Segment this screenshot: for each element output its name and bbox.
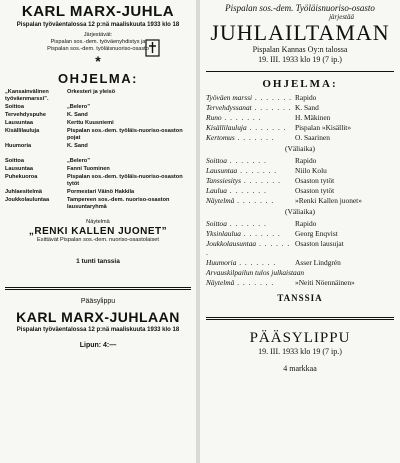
program-row bbox=[206, 239, 394, 257]
program-item-title: Soittoa bbox=[5, 104, 24, 110]
program-item-title: Lausuntaa bbox=[5, 120, 33, 126]
program-row bbox=[206, 156, 394, 165]
program-item-performer: K. Sand bbox=[295, 103, 319, 112]
program-item-performer: Pormestari Väinö Hakkila bbox=[67, 189, 135, 195]
program-row bbox=[206, 93, 394, 102]
program-row bbox=[5, 197, 191, 211]
ticket-divider-right bbox=[206, 317, 394, 320]
event-date: 19. III. 1933 klo 19 (7 ip.) bbox=[258, 55, 342, 64]
program-item-performer: Georg Enqvist bbox=[295, 229, 338, 238]
program-item-performer: „Belero” bbox=[67, 158, 91, 164]
ticket-label: Pääsylippu bbox=[80, 298, 116, 305]
intermission-2: (Väliaika) bbox=[285, 207, 315, 216]
program-item-performer: »Neiti Nöennäinen» bbox=[295, 278, 355, 287]
program-item-performer: Rapido bbox=[295, 156, 317, 165]
program-item-title: Lausuntaa . . . bbox=[206, 166, 292, 175]
program-item-performer: Kerttu Kuusniemi bbox=[67, 120, 114, 126]
play-label: Näytelmä bbox=[86, 219, 110, 225]
ticket-title: KARL MARX-JUHLAAN bbox=[16, 309, 180, 325]
program-item-title: Näytelmä . . . bbox=[206, 278, 292, 287]
program-row bbox=[5, 89, 191, 103]
top-divider bbox=[206, 71, 394, 72]
organizer-2: Pispalan sos.-dem. työläisnuoriso-osasto bbox=[47, 46, 149, 52]
program-item-performer: „Belero” bbox=[67, 104, 91, 110]
program-row bbox=[206, 123, 394, 132]
program-item-title: Soittoa . . . bbox=[206, 219, 292, 228]
program-item-title: Yksinlaulua . . . bbox=[206, 229, 292, 238]
program-item-performer: Pispalan »Kisällit» bbox=[295, 123, 352, 132]
program-item-title: Tervehdyssanat . . . bbox=[206, 103, 292, 112]
program-row bbox=[5, 166, 191, 173]
program-row bbox=[206, 133, 394, 142]
ticket-price: Lipun: 4:— bbox=[79, 342, 117, 349]
organizers-label: Järjestävät: bbox=[83, 32, 113, 38]
program-item-title: Työväen marssi . . . bbox=[206, 93, 292, 102]
program-heading: OHJELMA: bbox=[58, 71, 138, 86]
program-item-performer: Rapido bbox=[295, 93, 317, 102]
program-row bbox=[206, 196, 394, 205]
program-item-performer: Niilo Kolu bbox=[295, 166, 327, 175]
venue: Pispalan Kannas Oy:n talossa bbox=[252, 45, 348, 54]
program-row bbox=[5, 104, 191, 111]
program-item-performer: Pispalan sos.-dem. työläis-nuoriso-osaston tytöt bbox=[67, 174, 183, 187]
program-item-performer: Tampereen sos.-dem. nuoriso-osaston lausuntaryhmä bbox=[67, 197, 170, 210]
program-item-title: Lausuntaa bbox=[5, 166, 33, 172]
program-item-title: Juhlaesitelmä bbox=[5, 189, 42, 195]
event-title: KARL MARX-JUHLA bbox=[21, 3, 175, 20]
play-title: „RENKI KALLEN JUONET” bbox=[28, 226, 168, 237]
program-item-title: Huumoria . . . bbox=[206, 258, 292, 267]
program-item-title: „Kansainvälinen työväenmarssi”. bbox=[5, 89, 49, 102]
program-item-title: Tervehdyspuhe bbox=[5, 112, 46, 118]
play-note: Esittävät Pispalan sos.-dem. nuoriso-osastolaiset bbox=[37, 237, 159, 243]
program-item-title: Puhekuoroa bbox=[5, 174, 38, 180]
program-item-title: Soittoa . . . bbox=[206, 156, 292, 165]
program-item-performer: Orkesteri ja yleisö bbox=[67, 89, 116, 95]
program-row bbox=[5, 174, 191, 188]
program-item-performer: O. Saarinen bbox=[295, 133, 330, 142]
program-list-part2 bbox=[5, 158, 191, 211]
program-item-performer: »Renki Kallen juonet» bbox=[295, 196, 362, 205]
right-program-part3 bbox=[206, 219, 394, 287]
program-item-performer: Osaston tytöt bbox=[295, 186, 335, 195]
intermission-1: (Väliaika) bbox=[285, 144, 315, 153]
program-item-performer: K. Sand bbox=[67, 112, 88, 118]
program-item-title: Joukkolauluntaa bbox=[5, 197, 50, 203]
program-item-performer: Osaston tytöt bbox=[295, 176, 335, 185]
program-item-title: Huumoria bbox=[5, 143, 32, 149]
program-item-performer: Osaston lausujat bbox=[295, 239, 344, 248]
arranges-text: järjestää bbox=[329, 13, 354, 21]
program-item-title: Joukkolausuntaa . . . bbox=[206, 239, 292, 257]
party-emblem-icon bbox=[144, 38, 161, 58]
left-program-page bbox=[0, 0, 196, 463]
program-row bbox=[206, 103, 394, 112]
program-row bbox=[206, 186, 394, 195]
program-item-title: Tanssiesitys . . . bbox=[206, 176, 292, 185]
program-heading-right: OHJELMA: bbox=[262, 78, 338, 90]
program-item-title: Kisällilauluja . . . bbox=[206, 123, 292, 132]
program-row bbox=[206, 258, 394, 267]
right-program-part2 bbox=[206, 156, 394, 205]
event-subtitle: Pispalan työväentalossa 12 p:nä maaliskuuta 1933 klo 18 bbox=[16, 22, 180, 28]
star-ornament: * bbox=[95, 53, 101, 69]
program-item-title: Soittoa bbox=[5, 158, 24, 164]
program-row bbox=[5, 158, 191, 165]
program-item-performer: K. Sand bbox=[67, 143, 88, 149]
program-row bbox=[5, 189, 191, 196]
program-row bbox=[206, 166, 394, 175]
organizer-1: Pispalan sos.-dem. työväenyhdistys ja bbox=[50, 39, 146, 45]
program-row bbox=[206, 229, 394, 238]
program-row bbox=[206, 268, 394, 277]
ticket-date: 19. III. 1933 klo 19 (7 ip.) bbox=[258, 347, 342, 356]
ticket-label-right: PÄÄSYLIPPU bbox=[249, 330, 351, 346]
program-row bbox=[5, 128, 191, 142]
right-program-part1 bbox=[206, 93, 394, 142]
ticket-subtitle: Pispalan työväentalossa 12 p:nä maaliskuuta 1933 klo 18 bbox=[16, 327, 180, 333]
program-item-performer: Rapido bbox=[295, 219, 317, 228]
ticket-price-right: 4 markkaa bbox=[283, 364, 317, 373]
program-item-performer: H. Mäkinen bbox=[295, 113, 331, 122]
program-item-performer: Pispalan sos.-dem. työläis-nuoriso-osaston pojat bbox=[67, 128, 183, 141]
program-item-title: Runo . . . bbox=[206, 113, 292, 122]
program-row bbox=[206, 278, 394, 287]
program-item-performer: Fanni Tuominen bbox=[67, 166, 110, 172]
program-item-title: Kisällilauluja bbox=[5, 128, 40, 134]
dance-note-right: TANSSIA bbox=[277, 293, 323, 303]
program-row bbox=[206, 176, 394, 185]
program-row bbox=[206, 113, 394, 122]
event-title-right: JUHLAILTAMAN bbox=[210, 20, 390, 45]
right-program-page bbox=[200, 0, 400, 463]
program-item-title: Arvauskilpailun tulos julkaistaan bbox=[206, 268, 305, 277]
program-item-title: Kertomus . . . bbox=[206, 133, 292, 142]
program-row bbox=[206, 219, 394, 228]
dance-note: 1 tunti tanssia bbox=[76, 258, 120, 265]
organizer-line: Pispalan sos.-dem. Työläisnuoriso-osasto bbox=[225, 3, 375, 13]
program-item-title: Laulua . . . bbox=[206, 186, 292, 195]
program-item-performer: Asser Lindgrén bbox=[295, 258, 341, 267]
program-row bbox=[5, 143, 191, 150]
program-row bbox=[5, 120, 191, 127]
program-row bbox=[5, 112, 191, 119]
program-item-title: Näytelmä . . . bbox=[206, 196, 292, 205]
ticket-divider bbox=[5, 287, 191, 290]
program-list-part1 bbox=[5, 89, 191, 150]
